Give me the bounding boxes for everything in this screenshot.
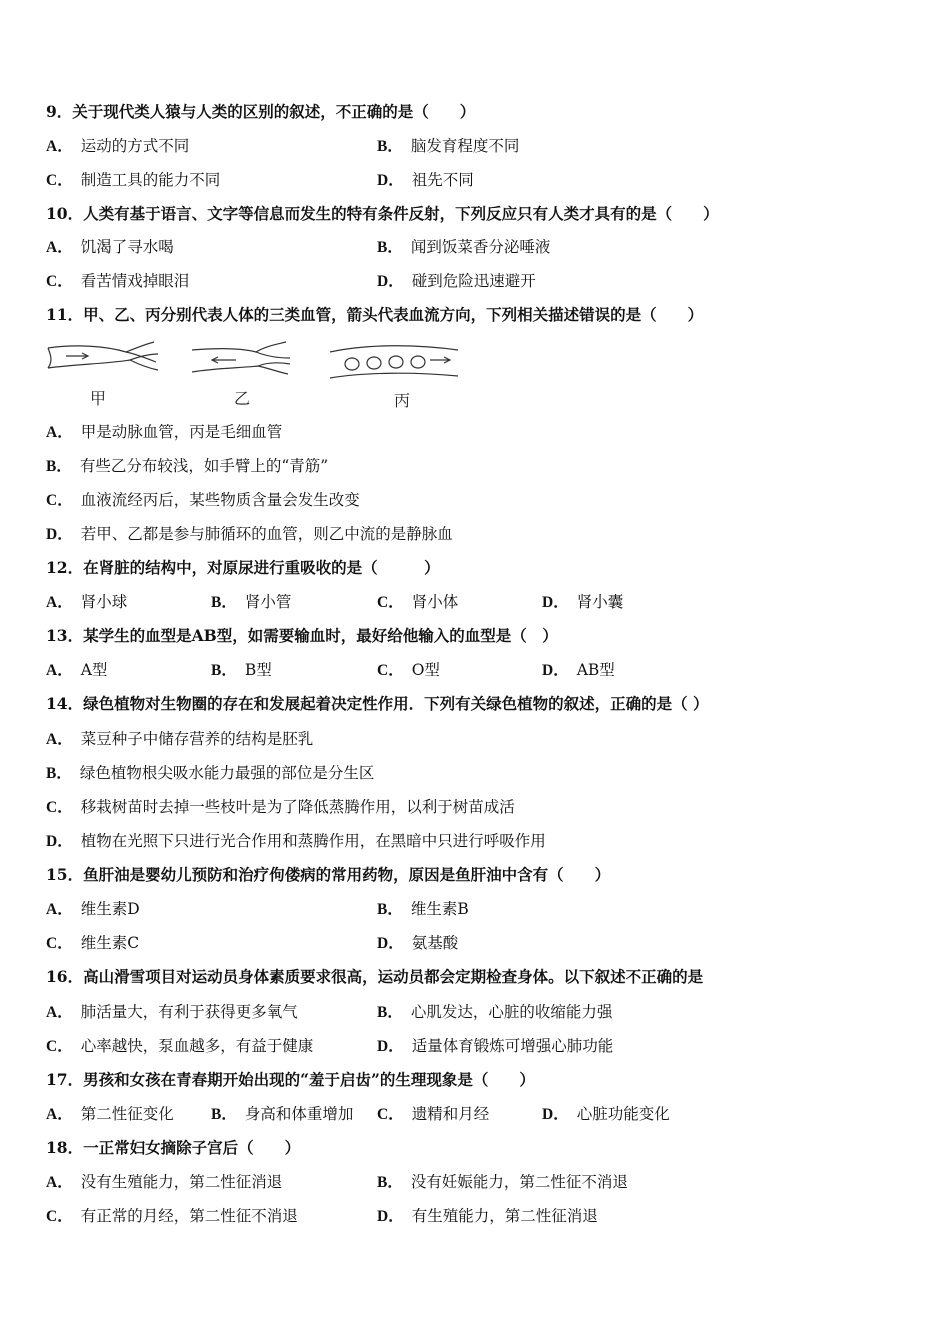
q13-option-c[interactable]: C． O型: [377, 661, 440, 679]
q17-option-a[interactable]: A． 第二性征变化: [46, 1105, 174, 1123]
q16-option-c[interactable]: C． 心率越快，泵血越多，有益于健康: [46, 1037, 314, 1055]
q10-option-a[interactable]: A． 饥渴了寻水喝: [46, 238, 174, 256]
q10-option-c[interactable]: C． 看苦情戏掉眼泪: [46, 272, 190, 290]
q15-stem: 15．鱼肝油是婴幼儿预防和治疗佝偻病的常用药物，原因是鱼肝油中含有（ ）: [46, 865, 611, 884]
q12-stem: 12．在肾脏的结构中，对原尿进行重吸收的是（ ）: [46, 558, 440, 577]
q11-stem: 11．甲、乙、丙分别代表人体的三类血管，箭头代表血流方向，下列相关描述错误的是（ ）: [46, 305, 704, 324]
blood-vessel-figure: [46, 338, 486, 416]
q13-option-b[interactable]: B． B型: [211, 661, 272, 679]
q9-option-a[interactable]: A． 运动的方式不同: [46, 137, 190, 155]
figure-label-bing: 丙: [393, 391, 411, 410]
q17-option-d[interactable]: D． 心脏功能变化: [542, 1105, 670, 1123]
q18-option-c[interactable]: C． 有正常的月经，第二性征不消退: [46, 1207, 298, 1225]
blood-vessel-diagram: [46, 338, 486, 416]
q9-stem: 9．关于现代类人猿与人类的区别的叙述，不正确的是（ ）: [46, 102, 476, 121]
q15-option-c[interactable]: C． 维生素C: [46, 934, 140, 952]
q14-option-b[interactable]: B． 绿色植物根尖吸水能力最强的部位是分生区: [46, 764, 375, 782]
q11-option-b[interactable]: B． 有些乙分布较浅，如手臂上的“青筋”: [46, 457, 329, 475]
q17-option-b[interactable]: B． 身高和体重增加: [211, 1105, 354, 1123]
q15-option-b[interactable]: B． 维生素B: [377, 900, 469, 918]
q12-option-a[interactable]: A． 肾小球: [46, 593, 128, 611]
q12-option-c[interactable]: C． 肾小体: [377, 593, 459, 611]
q17-stem: 17．男孩和女孩在青春期开始出现的“羞于启齿”的生理现象是（ ）: [46, 1070, 535, 1089]
figure-label-jia: 甲: [89, 389, 107, 408]
q16-option-d[interactable]: D． 适量体育锻炼可增强心肺功能: [377, 1037, 614, 1055]
q16-option-b[interactable]: B． 心肌发达，心脏的收缩能力强: [377, 1003, 613, 1021]
q18-stem: 18．一正常妇女摘除子宫后（ ）: [46, 1138, 301, 1157]
q14-option-a[interactable]: A． 菜豆种子中储存营养的结构是胚乳: [46, 730, 314, 748]
q13-option-a[interactable]: A． A型: [46, 661, 108, 679]
q9-option-c[interactable]: C． 制造工具的能力不同: [46, 171, 221, 189]
q9-option-b[interactable]: B． 脑发育程度不同: [377, 137, 520, 155]
q15-option-d[interactable]: D． 氨基酸: [377, 934, 459, 952]
q10-stem: 10．人类有基于语言、文字等信息而发生的特有条件反射，下列反应只有人类才具有的是（ ）: [46, 204, 719, 223]
q14-stem: 14．绿色植物对生物圈的存在和发展起着决定性作用．下列有关绿色植物的叙述，正确的是（ ）: [46, 694, 709, 713]
figure-label-yi: 乙: [233, 389, 251, 408]
q15-option-a[interactable]: A． 维生素D: [46, 900, 140, 918]
q9-option-d[interactable]: D． 祖先不同: [377, 171, 474, 189]
q11-option-d[interactable]: D． 若甲、乙都是参与肺循环的血管，则乙中流的是静脉血: [46, 525, 453, 543]
q12-option-d[interactable]: D． 肾小囊: [542, 593, 624, 611]
q16-option-a[interactable]: A． 肺活量大，有利于获得更多氧气: [46, 1003, 298, 1021]
q18-option-d[interactable]: D． 有生殖能力，第二性征消退: [377, 1207, 598, 1225]
q12-option-b[interactable]: B． 肾小管: [211, 593, 292, 611]
q11-option-a[interactable]: A． 甲是动脉血管，丙是毛细血管: [46, 423, 283, 441]
q13-option-d[interactable]: D． AB型: [542, 661, 615, 679]
q16-stem: 16．高山滑雪项目对运动员身体素质要求很高，运动员都会定期检查身体。以下叙述不正确的是: [46, 967, 704, 986]
q13-stem: 13．某学生的血型是AB型，如需要输血时，最好给他输入的血型是（ ）: [46, 626, 558, 645]
vessel-bing-drawing: [330, 346, 458, 378]
q14-option-c[interactable]: C． 移栽树苗时去掉一些枝叶是为了降低蒸腾作用，以利于树苗成活: [46, 798, 515, 816]
q18-option-b[interactable]: B． 没有妊娠能力，第二性征不消退: [377, 1173, 628, 1191]
q17-option-c[interactable]: C． 遗精和月经: [377, 1105, 490, 1123]
q10-option-d[interactable]: D． 碰到危险迅速避开: [377, 272, 536, 290]
q11-option-c[interactable]: C． 血液流经丙后，某些物质含量会发生改变: [46, 491, 360, 509]
vessel-yi-drawing: [192, 342, 290, 374]
vessel-jia-drawing: [48, 342, 158, 370]
q14-option-d[interactable]: D． 植物在光照下只进行光合作用和蒸腾作用，在黑暗中只进行呼吸作用: [46, 832, 546, 850]
q10-option-b[interactable]: B． 闻到饭菜香分泌唾液: [377, 238, 551, 256]
q18-option-a[interactable]: A． 没有生殖能力，第二性征消退: [46, 1173, 283, 1191]
